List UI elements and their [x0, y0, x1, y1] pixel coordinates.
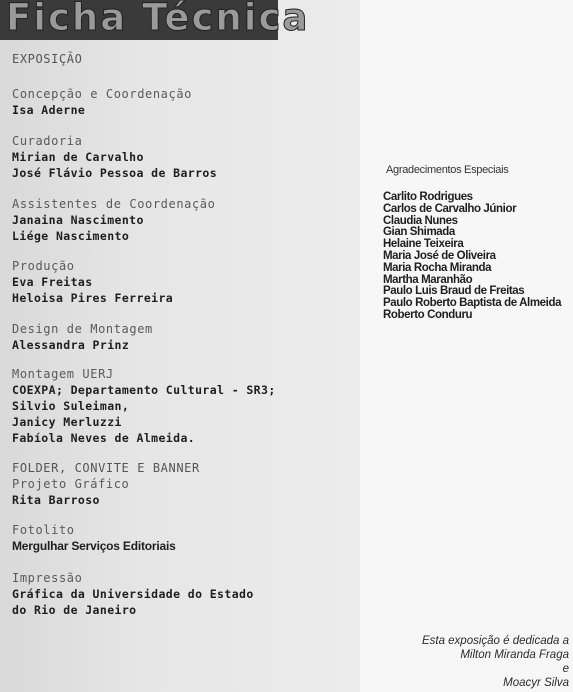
credit-name: Rita Barroso	[12, 493, 100, 507]
credit-label: Fotolito	[12, 523, 75, 537]
credit-name: Fabíola Neves de Almeida.	[12, 431, 196, 445]
credit-projeto-grafico	[12, 476, 129, 508]
list-item: Roberto Conduru	[383, 308, 473, 321]
list-item: Maria Rocha Miranda	[383, 261, 492, 274]
credit-label: Impressão	[12, 571, 83, 585]
credit-name: do Rio de Janeiro	[12, 603, 137, 617]
credit-name: Gráfica da Universidade do Estado	[12, 587, 254, 601]
list-item: Helaine Teixeira	[383, 238, 464, 251]
credit-label: Produção	[12, 259, 75, 273]
credit-label: Curadoria	[12, 134, 83, 148]
right-panel	[360, 0, 573, 692]
acknowledgements-list	[383, 192, 561, 322]
acknowledgements-heading: Agradecimentos Especiais	[386, 164, 509, 176]
credit-name: Mirian de Carvalho	[12, 150, 144, 164]
credit-concepcao	[12, 86, 192, 118]
credit-montagem	[12, 366, 276, 446]
dedication-line: Moacyr Silva	[503, 677, 569, 689]
list-item: Carlito Rodrigues	[383, 191, 473, 203]
dedication-line: e	[562, 663, 569, 675]
credit-name: Isa Aderne	[12, 103, 86, 117]
credit-name: Heloisa Pires Ferreira	[12, 291, 174, 305]
dedication-line: Milton Miranda Fraga	[460, 649, 569, 661]
credit-name: Janaina Nascimento	[12, 213, 144, 227]
credit-label: Projeto Gráfico	[12, 477, 130, 491]
credit-name: Liége Nascimento	[12, 229, 130, 243]
credit-design	[12, 321, 153, 353]
credit-label: Concepção e Coordenação	[12, 87, 192, 101]
credit-impressao	[12, 570, 254, 618]
list-item: Carlos de Carvalho Júnior	[383, 202, 517, 215]
page-title: Ficha Técnica	[6, 0, 310, 39]
credit-name: Mergulhar Serviços Editoriais	[12, 539, 176, 553]
list-item: Maria José de Oliveira	[383, 249, 496, 262]
dedication-line: Esta exposição é dedicada a	[421, 635, 569, 647]
credit-fotolito	[12, 522, 176, 554]
list-item: Martha Maranhão	[383, 273, 473, 286]
dedication	[422, 634, 569, 690]
list-item: Paulo Luis Braud de Freitas	[383, 285, 525, 298]
credit-name: Janicy Merluzzi	[12, 415, 122, 429]
credit-name: Silvio Suleiman,	[12, 399, 130, 413]
exposicao-heading: EXPOSIÇÃO	[12, 52, 83, 66]
credit-name: COEXPA; Departamento Cultural - SR3;	[12, 383, 276, 397]
list-item: Claudia Nunes	[383, 214, 458, 227]
credit-name: Eva Freitas	[12, 275, 93, 289]
folder-heading: FOLDER, CONVITE E BANNER	[12, 461, 200, 475]
title-banner	[0, 0, 310, 40]
list-item: Paulo Roberto Baptista de Almeida	[383, 297, 562, 310]
credit-producao	[12, 258, 173, 306]
credit-assistentes	[12, 196, 215, 244]
list-item: Gian Shimada	[383, 226, 455, 239]
credit-label: Assistentes de Coordenação	[12, 197, 216, 211]
credit-curadoria	[12, 133, 217, 181]
credit-name: Alessandra Prinz	[12, 338, 130, 352]
credit-label: Montagem UERJ	[12, 367, 114, 381]
credit-label: Design de Montagem	[12, 322, 153, 336]
credit-name: José Flávio Pessoa de Barros	[12, 166, 218, 180]
